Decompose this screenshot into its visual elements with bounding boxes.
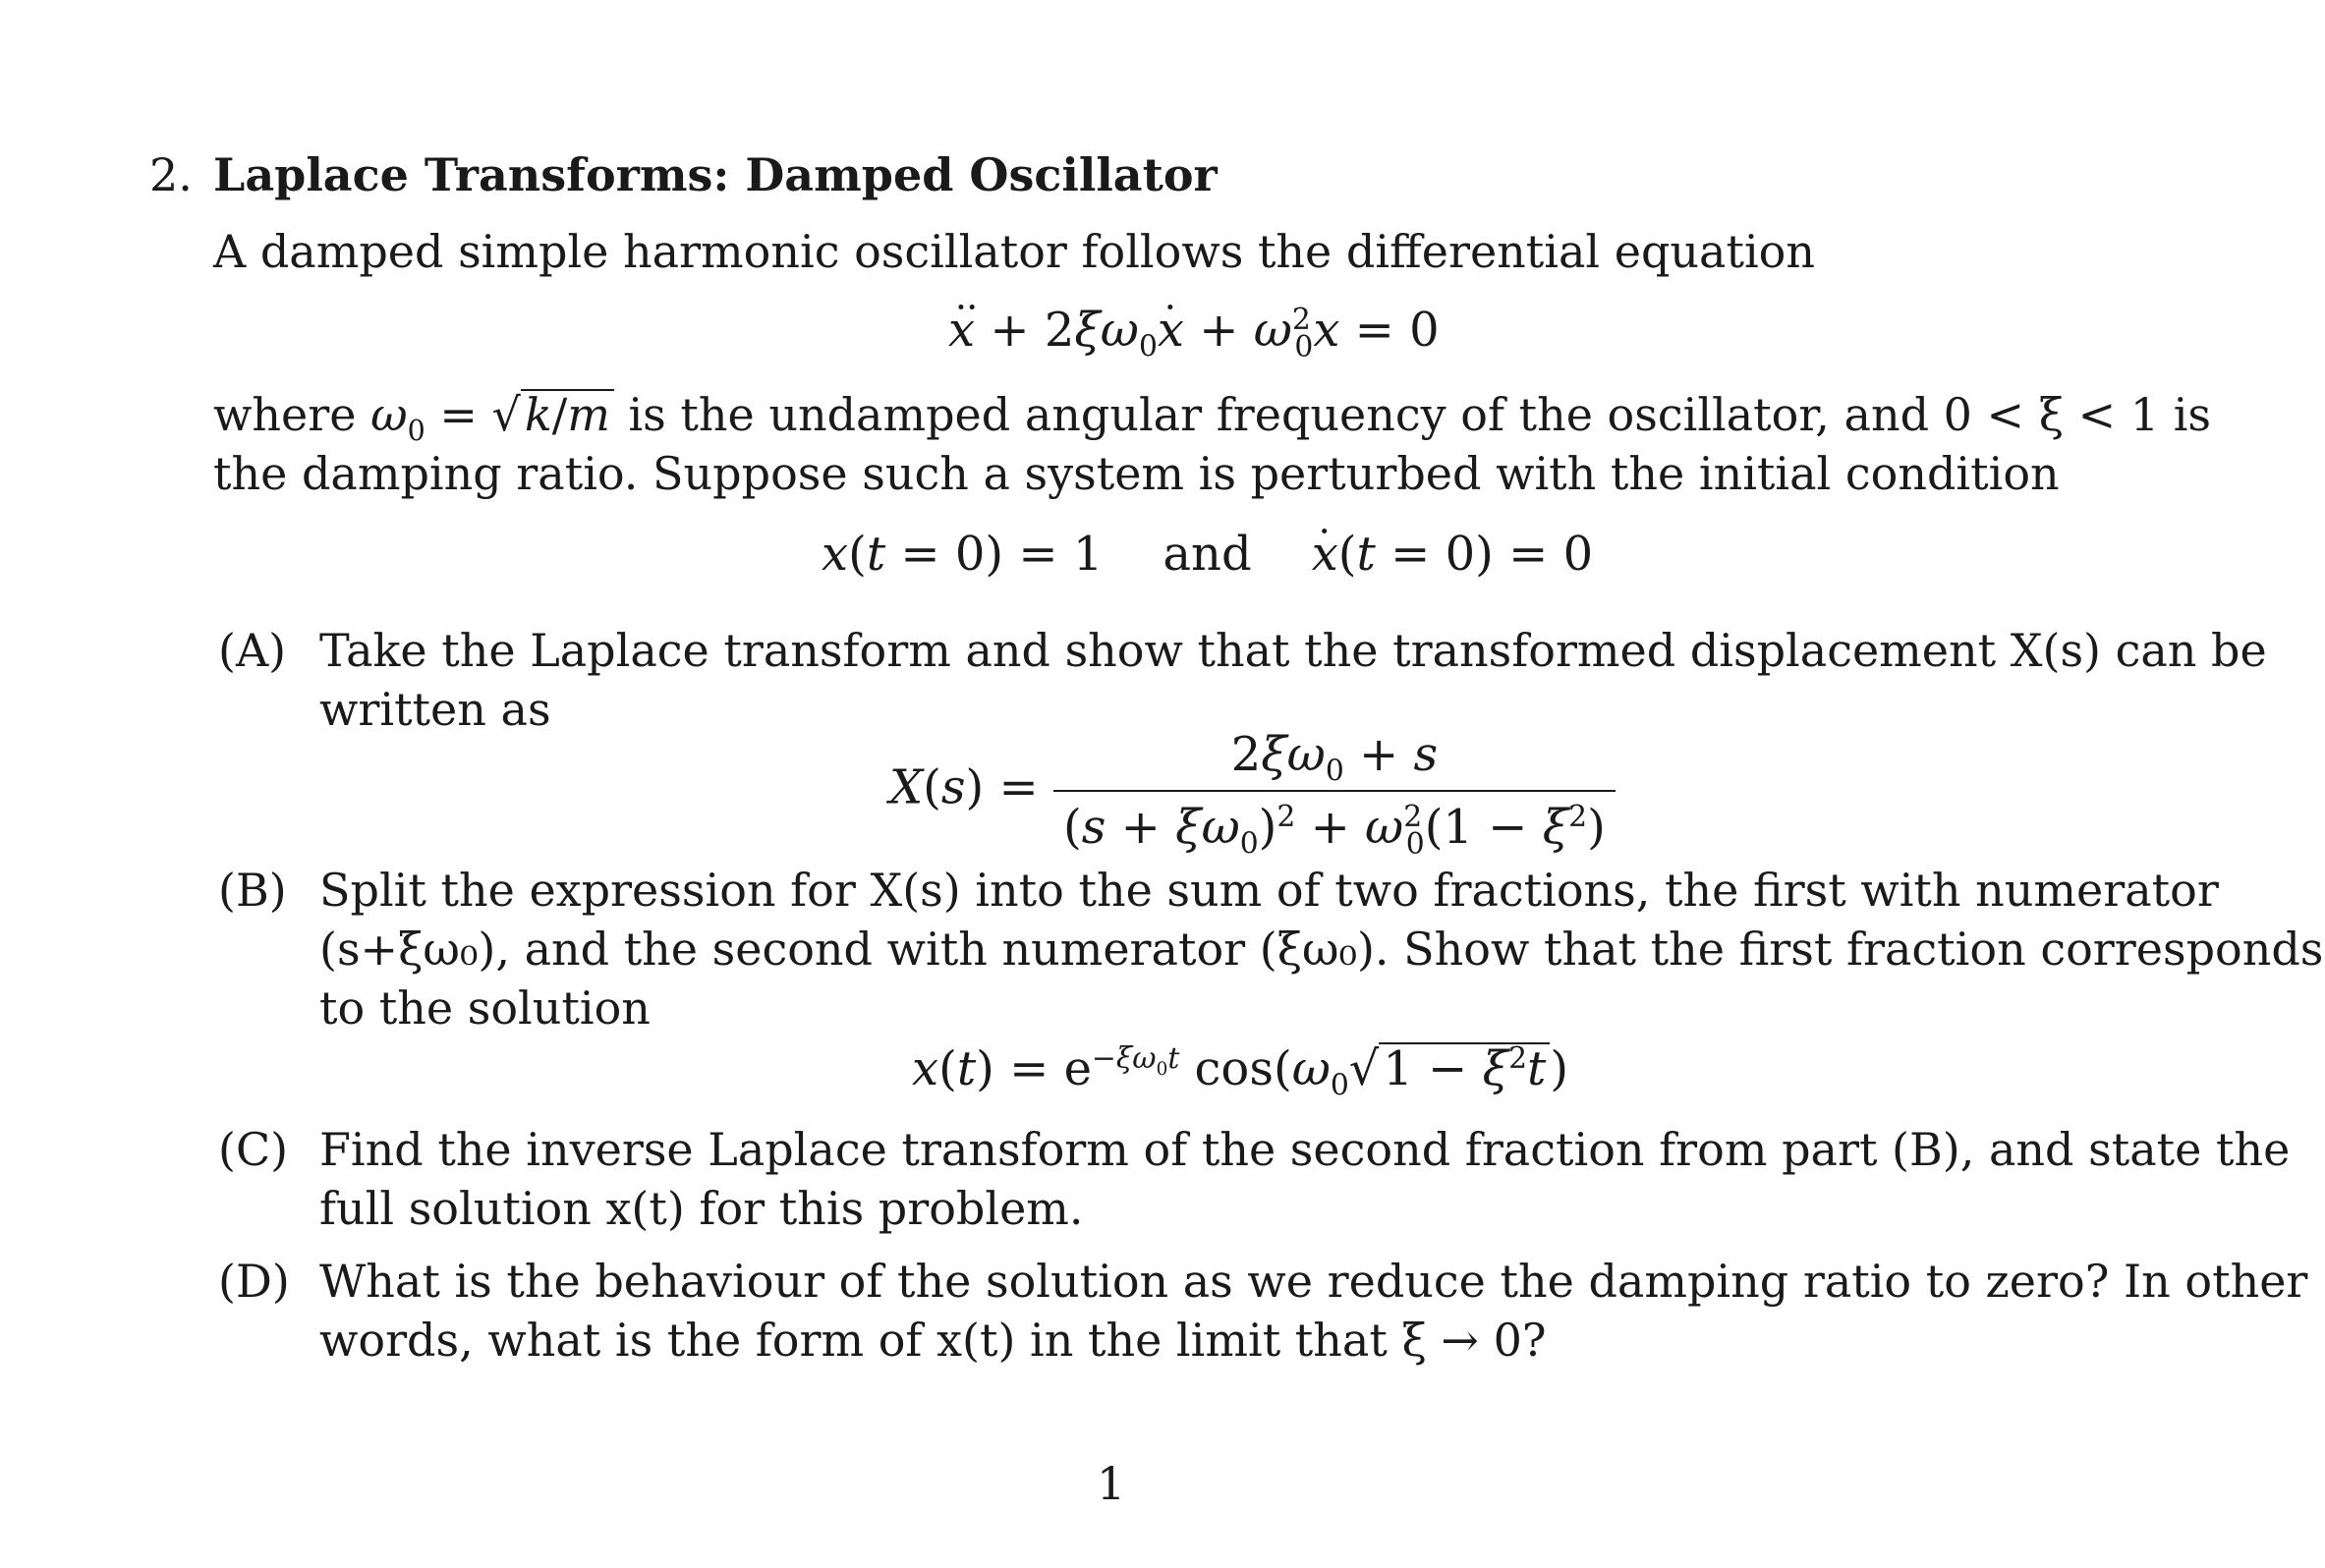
part-d-line-1: What is the behaviour of the solution as we reduce the damping ratio to zero? In other [319,1255,2308,1308]
where-line-1: where $\omega_0 = √k/m$ is the undamped angular frequency of the oscillator, and 0 < ξ < 1 is [213,388,2212,448]
part-d-label: (D) [218,1255,290,1308]
where-middle: is the undamped angular frequency of the oscillator, and 0 < ξ < 1 is [613,388,2212,441]
part-c-line-1: Find the inverse Laplace transform of the second fraction from part (B), and state the [319,1123,2291,1176]
part-a-label: (A) [218,624,287,677]
part-b-line-3: to the solution [319,981,651,1035]
part-c-line-2: full solution x(t) for this problem. [319,1182,1084,1235]
part-c-label: (C) [218,1123,289,1176]
ic-and: and [1162,527,1252,582]
part-b-line-1: Split the expression for X(s) into the sum of two fractions, the first with numerator [319,864,2219,917]
differential-equation: ·· $x + 2\xi\omega_0\cdot x + \omega^2_0x = 0$ [948,301,1440,360]
part-b-label: (B) [218,864,287,917]
page-number: 1 [1097,1457,1126,1510]
where-line-2: the damping ratio. Suppose such a system is perturbed with the initial condition [213,447,2060,500]
transformed-equation: X(s) = $\frac{2\xi\omega_0 + s}{(s + \xi\omega_0)^2 + \omega^2_0(1 - \xi^2)}$ [889,725,1616,857]
problem-number: 2. [149,148,193,201]
part-d-line-2: words, what is the form of x(t) in the limit that ξ → 0? [319,1314,1547,1367]
part-a-line-1: Take the Laplace transform and show that the transformed displacement X(s) can be [319,624,2267,677]
first-fraction-solution: $x(t) = e^{-\xi\omega_0t}$ $\cos(\omega_0√1 - \xi^2t)$ [912,1041,1569,1103]
part-a-line-2: written as [319,683,551,736]
initial-condition: x(t = 0) = 1 and · x(t = 0) = 0 [822,525,1593,584]
intro-text: A damped simple harmonic oscillator follows the differential equation [213,225,1815,278]
part-b-line-2: (s+ξω₀), and the second with numerator (ξω₀). Show that the first fraction corresponds [319,923,2324,976]
problem-title: Laplace Transforms: Damped Oscillator [213,148,1218,201]
where-prefix: where [213,388,371,441]
